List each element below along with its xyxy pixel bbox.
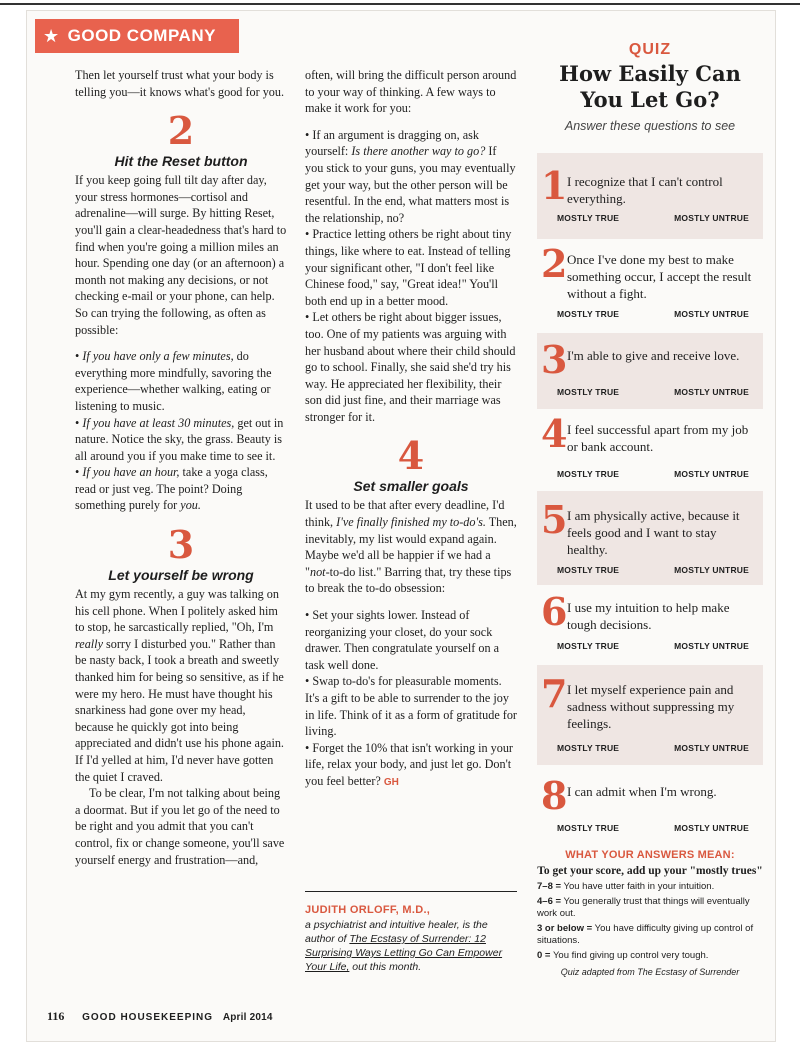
option-mostly-untrue[interactable]: MOSTLY UNTRUE: [674, 387, 749, 397]
answers-heading: WHAT YOUR ANSWERS MEAN:: [565, 849, 735, 861]
body-text: Then, inevitably, my list would expand again. Maybe we'd all be happier if we had a ": [305, 515, 517, 579]
tip-few-minutes: • If you have only a few minutes, do everything more mindfully, savoring the experience—whether walking, eating or listening to music.: [75, 349, 272, 413]
option-mostly-untrue[interactable]: MOSTLY UNTRUE: [674, 641, 749, 651]
quiz-item-text: I use my intuition to help make tough decisions.: [567, 600, 730, 632]
quiz-options: [557, 309, 749, 319]
quiz-options: [557, 213, 749, 223]
quiz-item-number: 4: [541, 411, 568, 456]
quiz-item-text: I feel successful apart from my job or bank account.: [567, 422, 749, 454]
author-box: [305, 891, 517, 974]
option-mostly-untrue[interactable]: MOSTLY UNTRUE: [674, 469, 749, 479]
tip-swap: • Swap to-do's for pleasurable moments. It's a gift to be able to surrender to the joy in life. Think of it as a form of gratitude for living.: [305, 674, 517, 739]
score-row: [537, 923, 763, 947]
step-3-heading: Let yourself be wrong: [108, 567, 254, 584]
option-mostly-true[interactable]: MOSTLY TRUE: [557, 641, 620, 651]
quiz-credit: Quiz adapted from The Ecstasy of Surrender: [560, 967, 740, 977]
quiz-item-text: Once I've done my best to make something occur, I accept the result without a fight.: [567, 252, 752, 301]
tip-tiny-things: • Practice letting others be right about tiny things, like where to eat. Instead of telling your significant other, "I don't feel like Chinese food," say, "Great idea!" You'll both end up in a better mood.: [305, 227, 512, 308]
score-text: You have utter faith in your intuition.: [561, 881, 715, 892]
quiz-item-number: 7: [541, 671, 568, 716]
quiz-item: [537, 585, 763, 665]
body-text: -to-do list." Barring that, try these tips to break the to-do obsession:: [305, 564, 512, 596]
quiz-item-text: I am physically active, because it feels good and I want to stay healthy.: [567, 508, 740, 557]
issue-date: April 2014: [222, 1012, 273, 1023]
tip-emphasis: Is there another way to go?: [351, 144, 486, 159]
bio-text: out this month.: [349, 961, 422, 973]
intro-paragraph: Then let yourself trust what your body is telling you—it knows what's good for you.: [75, 68, 285, 99]
tip-emphasis: If you have only a few minutes,: [82, 349, 234, 364]
page-number: 116: [47, 1009, 65, 1023]
tip-text: take a yoga class, read or just veg. The point? Doing something purely for: [75, 465, 268, 513]
quiz-item: [537, 409, 763, 491]
quiz-kicker: QUIZ: [628, 41, 672, 58]
book-title: The Ecstasy of Surrender: 12 Surprising Ways Letting Go Can Empower Your Life,: [305, 933, 503, 973]
tip-emphasis: If you have an hour,: [82, 465, 180, 480]
score-row: [537, 881, 763, 893]
score-range: 3 or below =: [537, 923, 593, 934]
step-2-body: If you keep going full tilt day after day, your stress hormones—cortisol and adrenaline—will surge. By hitting Reset, you'll gain a clear-headedness that's hard to find when you're going a million miles an hour. Spending one day (or an afternoon) a month not making any decisions, or not checking e-mail or your phone, can help. So can trying the following, as often as possible:: [75, 173, 287, 337]
option-mostly-true[interactable]: MOSTLY TRUE: [557, 213, 620, 223]
quiz-options: [557, 641, 749, 651]
quiz-options: [557, 743, 749, 753]
section-tab: [35, 19, 239, 53]
quiz-item: [537, 239, 763, 333]
answers-box: [537, 849, 763, 977]
option-mostly-true[interactable]: MOSTLY TRUE: [557, 823, 620, 833]
score-range: 4–6 =: [537, 896, 562, 907]
magazine-page: [26, 10, 776, 1042]
star-icon: ★: [43, 25, 60, 46]
option-mostly-true[interactable]: MOSTLY TRUE: [557, 309, 620, 319]
tip-text: • Forget the 10% that isn't working in your life, relax your body, and just let go. Don't you feel better?: [305, 740, 513, 788]
quiz-item-number: 5: [541, 497, 568, 542]
option-mostly-true[interactable]: MOSTLY TRUE: [557, 469, 620, 479]
top-rule: [0, 3, 800, 5]
author-name: JUDITH ORLOFF, M.D.,: [305, 904, 431, 916]
tip-text: do everything more mindfully, savoring the experience—whether walking, eating or listening to music.: [75, 349, 272, 413]
tip-30-minutes: • If you have at least 30 minutes, get out in nature. Notice the sky, the grass. Beauty is all around you if you make time to see it.: [75, 415, 284, 463]
tip-text: If you stick to your guns, you may eventually get your way, but the other person will be resentful. In the end, what matters most is the relationship, no?: [305, 144, 516, 225]
option-mostly-untrue[interactable]: MOSTLY UNTRUE: [674, 213, 749, 223]
option-mostly-true[interactable]: MOSTLY TRUE: [557, 387, 620, 397]
tip-argument: [305, 127, 517, 227]
body-text: sorry I disturbed you." Rather than be nasty back, I took a breath and sweetly thanked him for being so sensitive, as if he were my hero. He must have thought his snarkiness had gone over my head, because he quickly got into being appreciated and didn't use his phone again. If I'd yelled at him, I'd never have gotten the quiet I craved.: [75, 636, 284, 784]
body-emphasis: not: [309, 564, 326, 579]
quiz-item-text: I'm able to give and receive love.: [567, 348, 740, 363]
article-column-1: [75, 67, 287, 868]
tip-an-hour: • If you have an hour, take a yoga class, read or just veg. The point? Doing something purely for you.: [75, 465, 268, 513]
score-row: [537, 950, 763, 962]
score-range: 7–8 =: [537, 881, 562, 892]
score-row: [537, 896, 763, 920]
option-mostly-true[interactable]: MOSTLY TRUE: [557, 743, 620, 753]
step-4-body: [305, 497, 517, 597]
quiz-sidebar: [537, 41, 763, 133]
tip-text: • If an argument is dragging on, ask yourself:: [305, 127, 479, 159]
body-emphasis: really: [75, 636, 103, 651]
quiz-options: [557, 823, 749, 833]
quiz-item-number: 8: [541, 773, 568, 818]
quiz-item-number: 1: [541, 163, 568, 208]
body-emphasis: I've finally finished my to-do's.: [336, 515, 486, 530]
step-3-number: 3: [167, 522, 195, 568]
option-mostly-true[interactable]: MOSTLY TRUE: [557, 565, 620, 575]
quiz-item: [537, 153, 763, 239]
option-mostly-untrue[interactable]: MOSTLY UNTRUE: [674, 743, 749, 753]
tip-emphasis: you.: [180, 498, 201, 513]
quiz-options: [557, 387, 749, 397]
body-text: It used to be that after every deadline, I'd think,: [305, 498, 505, 530]
quiz-item-number: 2: [541, 241, 568, 286]
tip-sights-lower: • Set your sights lower. Instead of reorganizing your closet, do your sock drawer. Then congratulate yourself on a task well done.: [305, 608, 500, 672]
bio-text: a psychiatrist and intuitive healer, is the author of: [305, 919, 488, 945]
tip-forget: [305, 740, 517, 792]
body-text: At my gym recently, a guy was talking on his cell phone. When I politely asked him to stop, he sarcastically replied, "Oh, I'm: [75, 587, 279, 635]
tip-text: get out in nature. Notice the sky, the grass. Beauty is all around you if you make time to see it.: [75, 415, 284, 463]
option-mostly-untrue[interactable]: MOSTLY UNTRUE: [674, 309, 749, 319]
gh-end-mark: GH: [383, 776, 399, 788]
score-range: 0 =: [537, 950, 551, 961]
continued-paragraph: often, will bring the difficult person around to your way of thinking. A few ways to make it work for you:: [305, 68, 517, 116]
quiz-title: How Easily Can You Let Go?: [559, 61, 741, 112]
option-mostly-untrue[interactable]: MOSTLY UNTRUE: [674, 565, 749, 575]
page-footer: [47, 1009, 273, 1024]
quiz-item-text: I can admit when I'm wrong.: [567, 784, 717, 799]
step-3-body-2: To be clear, I'm not talking about being a doormat. But if you let go of the need to be right and you admit that you can't control, fix or change someone, you'll save yourself energy and frustration—and,: [75, 786, 285, 867]
quiz-options: [557, 565, 749, 575]
quiz-subtitle: Answer these questions to see: [564, 119, 736, 133]
tip-bigger-issues: • Let others be right about bigger issues, too. One of my patients was arguing with her husband about where their child should go to school. Finally, she said she'd try his way. He appreciated her flexibility, their son did just fine, and their marriage was stronger for it.: [305, 310, 516, 424]
score-text: You have difficulty giving up control of situations.: [537, 923, 754, 946]
step-3-body: [75, 586, 287, 785]
author-bio: [305, 918, 517, 974]
score-text: You generally trust that things will eventually work out.: [537, 896, 750, 919]
magazine-name: GOOD HOUSEKEEPING: [82, 1012, 214, 1023]
step-4-number: 4: [397, 433, 425, 479]
quiz-item-number: 3: [541, 337, 568, 382]
quiz-options: [557, 469, 749, 479]
quiz-item-text: I recognize that I can't control everything.: [567, 174, 723, 206]
quiz-item: [537, 333, 763, 409]
quiz-item: [537, 765, 763, 843]
quiz-item: [537, 665, 763, 765]
option-mostly-untrue[interactable]: MOSTLY UNTRUE: [674, 823, 749, 833]
step-4-heading: Set smaller goals: [353, 478, 469, 495]
tip-emphasis: If you have at least 30 minutes,: [82, 415, 235, 430]
step-2-heading: Hit the Reset button: [114, 153, 248, 170]
quiz-item: [537, 491, 763, 585]
answers-subheading: To get your score, add up your "mostly trues": [537, 865, 763, 877]
section-label: GOOD COMPANY: [67, 26, 216, 45]
quiz-item-text: I let myself experience pain and sadness without suppressing my feelings.: [567, 682, 735, 731]
score-text: You find giving up control very tough.: [550, 950, 709, 961]
step-2-number: 2: [167, 108, 195, 154]
quiz-item-number: 6: [541, 589, 568, 634]
article-column-2: [305, 67, 517, 792]
